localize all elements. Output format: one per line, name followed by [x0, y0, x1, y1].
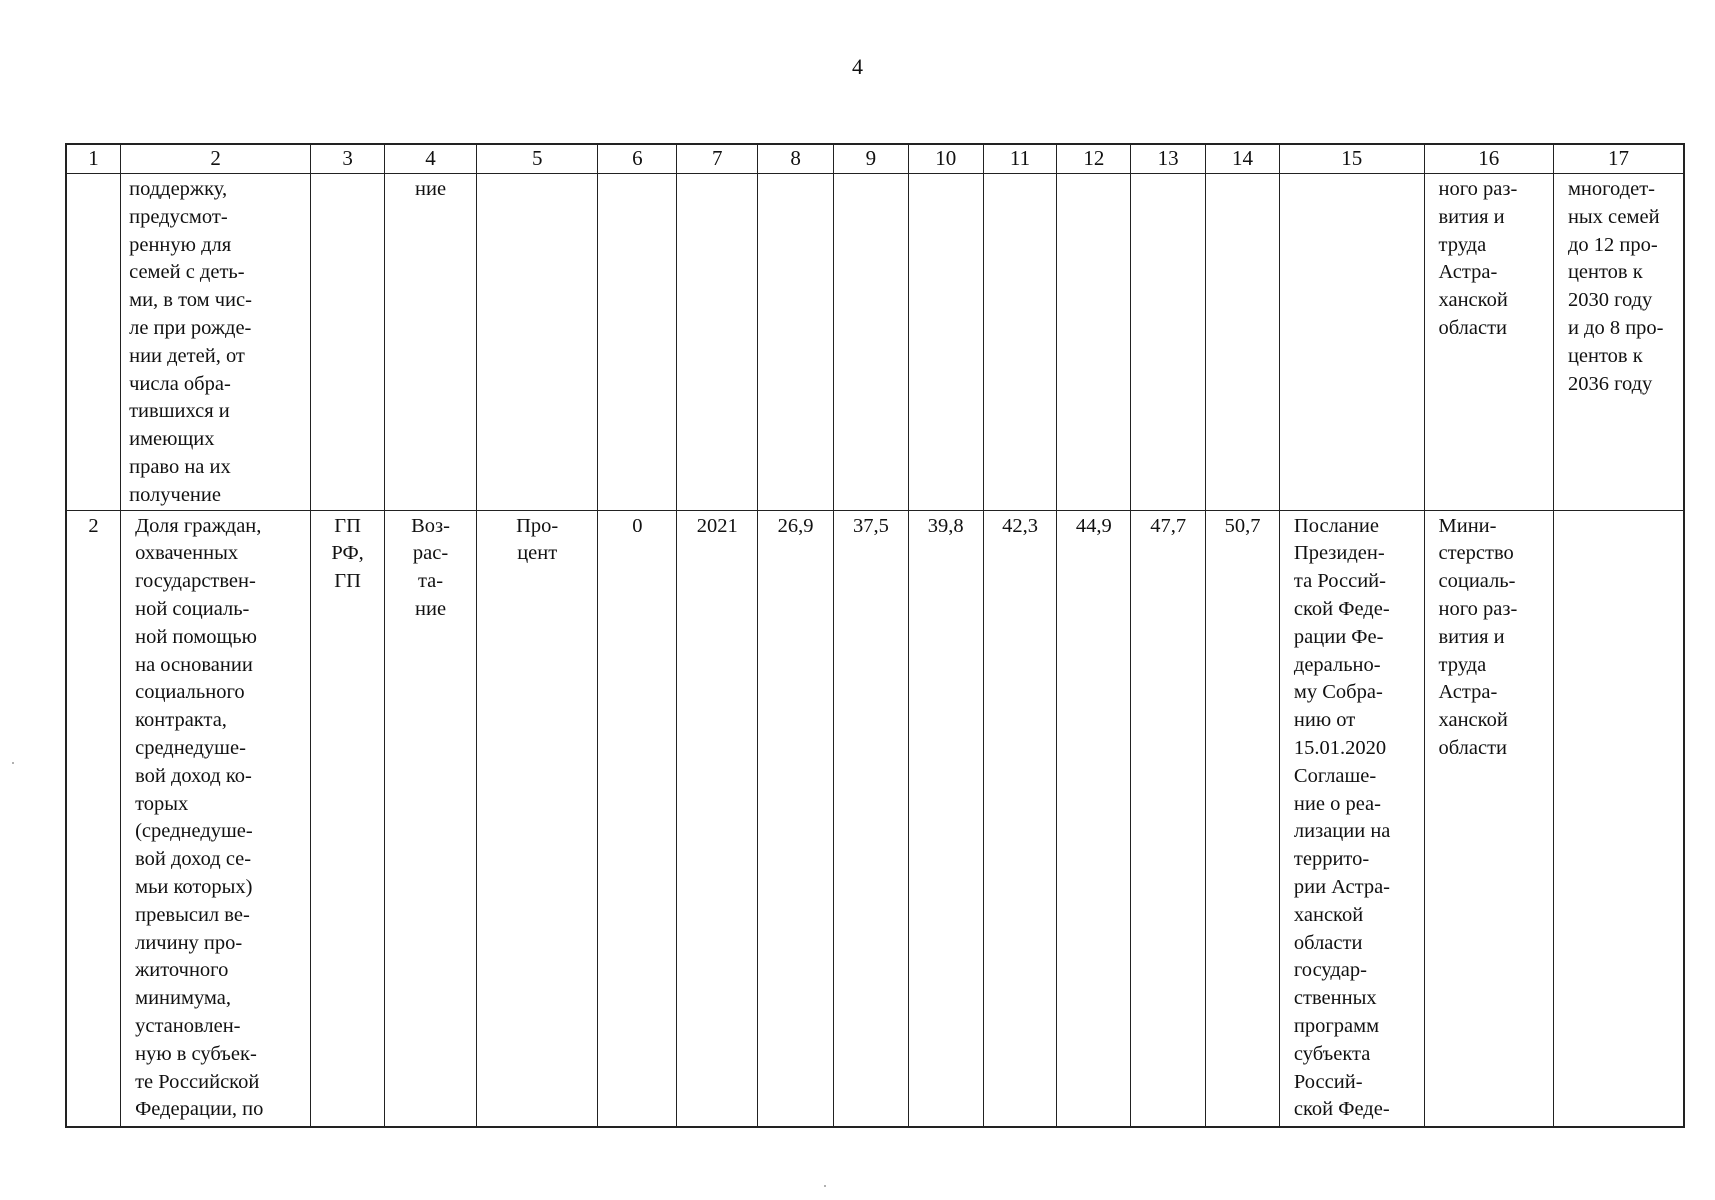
column-header: 13: [1131, 144, 1206, 174]
column-header: 8: [758, 144, 834, 174]
cell-text: [598, 174, 676, 176]
table-cell: [1424, 174, 1553, 511]
table-cell: [1553, 510, 1684, 1127]
cell-text: [311, 174, 384, 176]
table-cell: [311, 174, 385, 511]
table-row: [66, 510, 1684, 1127]
table-cell: [121, 174, 311, 511]
table-row: [66, 174, 1684, 511]
table-cell: [1279, 174, 1424, 511]
column-header: 15: [1279, 144, 1424, 174]
indicators-table: [65, 143, 1685, 1128]
table-cell: [908, 510, 983, 1127]
cell-text: ние: [415, 178, 447, 200]
cell-text: [984, 174, 1057, 176]
cell-text: 37,5: [852, 514, 889, 537]
table-cell: [121, 510, 311, 1127]
table-cell: [833, 510, 908, 1127]
table-cell: [677, 174, 758, 511]
table-cell: [1131, 510, 1206, 1127]
table-cell: [758, 510, 834, 1127]
column-header: 12: [1057, 144, 1131, 174]
cell-text: 47,7: [1150, 514, 1187, 537]
column-header: 16: [1424, 144, 1553, 174]
table-cell: [477, 510, 598, 1127]
cell-text: [677, 174, 757, 176]
table-cell: [1131, 174, 1206, 511]
column-header: 3: [311, 144, 385, 174]
cell-text: 44,9: [1075, 514, 1112, 537]
cell-text: [1280, 174, 1424, 176]
scan-speck: [824, 1185, 826, 1187]
cell-text: [1206, 174, 1279, 176]
cell-text: [67, 174, 120, 176]
cell-text: [1554, 511, 1683, 513]
cell-text: Доля граждан, охваченных государствен- ной социаль- ной помощью на основании социального контракта, среднедуше- вой доход ко- торых (среднедуше- вой доход се- мьи которых) превысил ве- личину про- житочного минимума, установлен- ную в субъек- те Российской Федерации, по: [135, 514, 264, 1121]
cell-text: Про- цент: [516, 514, 559, 565]
cell-text: 0: [632, 514, 643, 537]
cell-text: многодет- ных семей до 12 про- центов к 2030 году и до 8 про- центов к 2036 году: [1567, 178, 1664, 395]
column-header: 17: [1553, 144, 1684, 174]
column-header: 10: [908, 144, 983, 174]
table-cell: [983, 510, 1057, 1127]
scan-speck: [12, 762, 14, 764]
table-cell: [1206, 174, 1280, 511]
table-cell: [983, 174, 1057, 511]
column-header: 7: [677, 144, 758, 174]
table-cell: [833, 174, 908, 511]
column-header: 1: [66, 144, 121, 174]
table-cell: [477, 174, 598, 511]
cell-text: Воз- рас- та- ние: [411, 514, 450, 620]
table-cell: [908, 174, 983, 511]
cell-text: 2: [88, 514, 99, 537]
table-cell: [598, 510, 677, 1127]
table-cell: [677, 510, 758, 1127]
cell-text: 42,3: [1002, 514, 1038, 537]
cell-text: [909, 174, 983, 176]
cell-text: [834, 174, 908, 176]
cell-text: ного раз- вития и труда Астра- ханской области: [1438, 178, 1518, 339]
page-number: 4: [852, 54, 863, 79]
column-header: 5: [477, 144, 598, 174]
cell-text: Мини- стерство социаль- ного раз- вития и труда Астра- ханской области: [1438, 514, 1518, 759]
table-cell: [1279, 510, 1424, 1127]
column-header: 6: [598, 144, 677, 174]
cell-text: [758, 174, 833, 176]
table-cell: [1553, 174, 1684, 511]
table-cell: [598, 174, 677, 511]
cell-text: поддержку, предусмот- ренную для семей с деть- ми, в том чис- ле при рожде- нии детей, от числа обра- тившихся и имеющих право на их получение: [129, 178, 252, 506]
column-header: 14: [1206, 144, 1280, 174]
column-number-row: [66, 144, 1684, 174]
cell-text: [1057, 174, 1130, 176]
table-cell: [385, 510, 477, 1127]
cell-text: 39,8: [927, 514, 964, 537]
table-cell: [311, 510, 385, 1127]
column-header: 2: [121, 144, 311, 174]
table-cell: [758, 174, 834, 511]
cell-text: 2021: [696, 514, 738, 537]
cell-text: 50,7: [1224, 514, 1261, 537]
table-cell: [66, 510, 121, 1127]
cell-text: [477, 174, 597, 176]
cell-text: ГП РФ, ГП: [331, 514, 364, 593]
cell-text: [1131, 174, 1205, 176]
cell-text: Послание Президен- та Россий- ской Феде- рации Фе- дерально- му Собра- нию от 15.01.2020 Соглаше- ние о реа- лизации на террито- рии Астра- ханской области государ- ственных программ субъекта Россий- ской Феде-: [1293, 514, 1391, 1121]
table-cell: [385, 174, 477, 511]
table-cell: [1057, 174, 1131, 511]
column-header: 4: [385, 144, 477, 174]
cell-text: 26,9: [777, 514, 814, 537]
table-cell: [66, 174, 121, 511]
column-header: 9: [833, 144, 908, 174]
table-cell: [1206, 510, 1280, 1127]
column-header: 11: [983, 144, 1057, 174]
table-cell: [1057, 510, 1131, 1127]
table-cell: [1424, 510, 1553, 1127]
